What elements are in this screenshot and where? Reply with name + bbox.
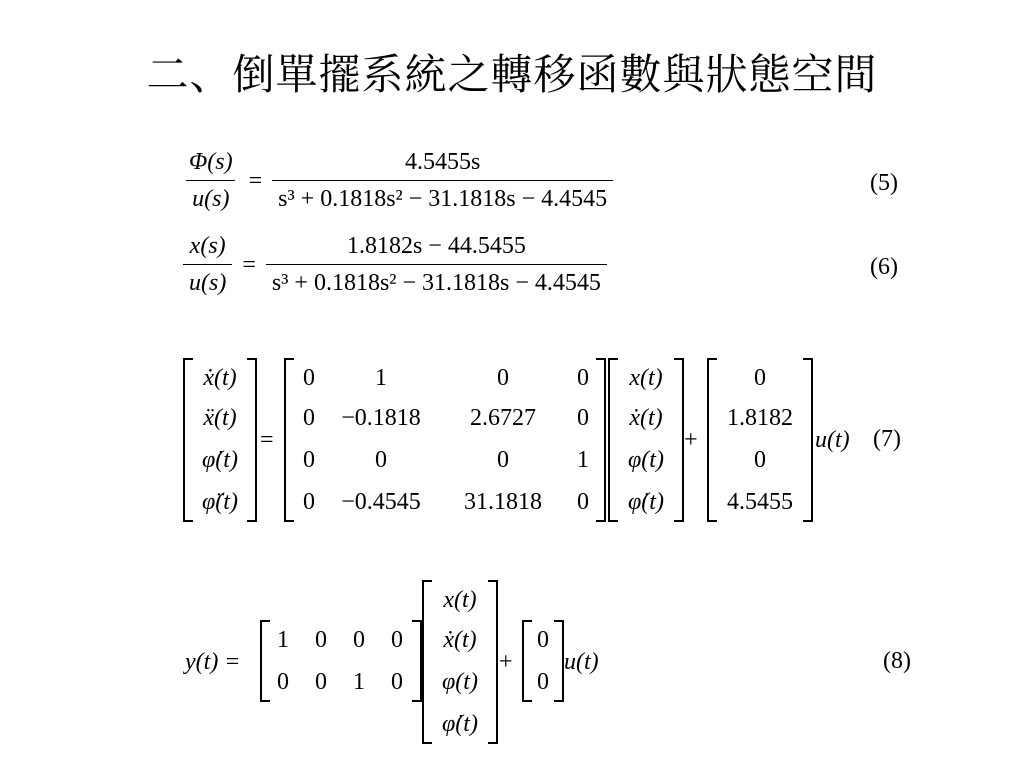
eq5-rhs-denominator: s³ + 0.1818s² − 31.1818s − 4.4545 [272,180,613,213]
matrix-c-cell: 0 [315,627,327,653]
eq8-input: u(t) [564,649,599,675]
matrix-a-cell: 2.6727 [470,405,536,431]
matrix-d-cell: 0 [537,669,549,695]
matrix-a-cell: 0 [303,489,315,515]
equation-6 [183,232,607,297]
equation-5 [183,148,613,213]
matrix-c-cell: 1 [353,669,365,695]
matrix-a-cell: 0 [303,365,315,391]
eq5-lhs-numerator: Φ(s) [189,149,233,175]
matrix-a-cell: 1 [577,447,589,473]
feedthrough-matrix-d [522,620,564,702]
equation-5-number: (5) [870,170,898,196]
matrix-c-cell: 1 [277,627,289,653]
matrix-d-cell: 0 [537,627,549,653]
matrix-a-cell: 0 [497,447,509,473]
equation-8-number: (8) [883,648,911,674]
state-vector [608,358,684,522]
state-derivative-vector [183,358,257,522]
state-derivative-entry: ẋ(t) [203,365,237,391]
eq6-lhs-fraction [183,232,232,297]
state-entry: x(t) [629,365,663,391]
state-entry: ẋ(t) [443,627,477,653]
matrix-a-cell: 0 [577,489,589,515]
state-derivative-entry: φ̇(t) [202,447,238,473]
matrix-a-cell: 1 [375,365,387,391]
equation-7-number: (7) [873,426,901,452]
matrix-a-cell: 0 [497,365,509,391]
state-entry: ẋ(t) [629,405,663,431]
state-entry: φ(t) [628,447,664,473]
state-derivative-entry: ẍ(t) [203,405,237,431]
matrix-b-cell: 0 [754,365,766,391]
eq6-rhs-denominator: s³ + 0.1818s² − 31.1818s − 4.4545 [266,264,607,297]
matrix-c-cell: 0 [277,669,289,695]
eq6-rhs-numerator: 1.8182s − 44.5455 [346,233,526,259]
output-matrix-c [260,620,422,702]
matrix-a-cell: 0 [375,447,387,473]
eq5-lhs-fraction [183,148,239,213]
matrix-a-cell: 0 [577,365,589,391]
eq5-lhs-denominator: u(s) [186,180,235,213]
matrix-a-cell: −0.4545 [341,489,421,515]
output-state-vector [422,580,498,744]
state-entry: x(t) [443,587,477,613]
eq7-equals: = [260,427,274,453]
page-title: 二、倒單擺系統之轉移函數與狀態空間 [146,50,878,99]
equation-6-number: (6) [870,254,898,280]
eq5-rhs-numerator: 4.5455s [404,149,481,175]
matrix-b-cell: 1.8182 [727,405,793,431]
system-matrix-a [284,358,606,522]
state-entry: φ̇(t) [628,489,664,515]
state-entry: φ̇(t) [442,711,478,737]
input-matrix-b [707,358,813,522]
matrix-a-cell: 0 [577,405,589,431]
eq6-equals: = [242,251,256,278]
matrix-c-cell: 0 [315,669,327,695]
matrix-c-cell: 0 [353,627,365,653]
matrix-c-cell: 0 [391,627,403,653]
state-derivative-entry: φ̈(t) [202,489,238,515]
eq6-rhs-fraction [266,232,607,297]
matrix-b-cell: 4.5455 [727,489,793,515]
eq8-plus: + [499,649,513,675]
matrix-a-cell: 31.1818 [464,489,542,515]
eq7-plus: + [684,427,698,453]
eq5-equals: = [248,167,263,194]
eq8-output: y(t) = [185,649,241,675]
matrix-a-cell: 0 [303,447,315,473]
eq6-lhs-denominator: u(s) [183,264,232,297]
matrix-a-cell: −0.1818 [341,405,421,431]
eq5-rhs-fraction [272,148,613,213]
matrix-b-cell: 0 [754,447,766,473]
state-entry: φ(t) [442,669,478,695]
matrix-a-cell: 0 [303,405,315,431]
eq7-input: u(t) [815,427,850,453]
eq6-lhs-numerator: x(s) [189,233,226,259]
matrix-c-cell: 0 [391,669,403,695]
